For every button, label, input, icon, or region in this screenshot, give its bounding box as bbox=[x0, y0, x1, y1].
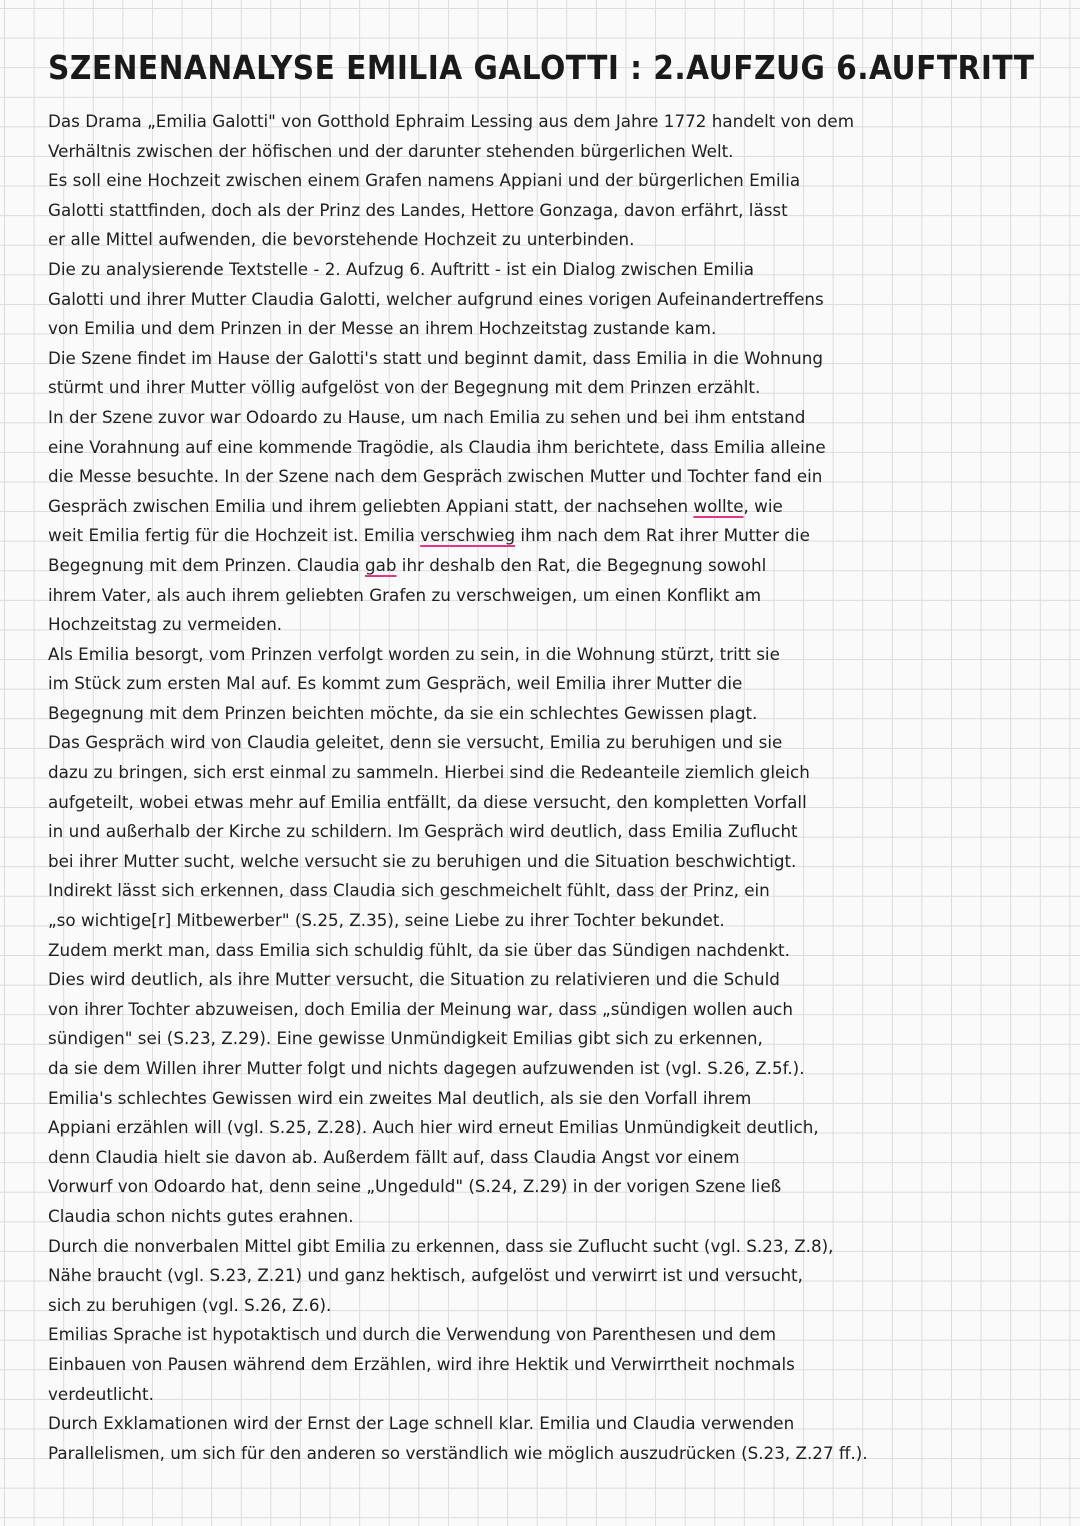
text-line: Verhältnis zwischen der höfischen und der darunter stehenden bürgerlichen Welt. bbox=[48, 141, 734, 162]
text-line: Gespräch zwischen Emilia und ihrem geliebten Appiani statt, der nachsehen wollte, wie bbox=[48, 496, 783, 517]
text-line: dazu zu bringen, sich erst einmal zu sammeln. Hierbei sind die Redeanteile ziemlich gleich bbox=[48, 763, 810, 784]
text-line: In der Szene zuvor war Odoardo zu Hause, um nach Emilia zu sehen und bei ihm entstand bbox=[48, 407, 806, 428]
text-line: Galotti und ihrer Mutter Claudia Galotti, welcher aufgrund eines vorigen Aufeinandertreffens bbox=[48, 289, 824, 310]
text-line: Emilia's schlechtes Gewissen wird ein zweites Mal deutlich, als sie den Vorfall ihrem bbox=[48, 1088, 752, 1109]
text-line: Dies wird deutlich, als ihre Mutter versucht, die Situation zu relativieren und die Schuld bbox=[48, 970, 780, 991]
text-line: Hochzeitstag zu vermeiden. bbox=[48, 615, 283, 636]
text-line: Galotti stattfinden, doch als der Prinz des Landes, Hettore Gonzaga, davon erfährt, lässt bbox=[48, 200, 788, 221]
text-line: Appiani erzählen will (vgl. S.25, Z.28). Auch hier wird erneut Emilias Unmündigkeit deutlich, bbox=[48, 1118, 819, 1139]
text-line: Durch die nonverbalen Mittel gibt Emilia zu erkennen, dass sie Zuflucht sucht (vgl. S.23, Z.8), bbox=[48, 1236, 834, 1257]
notebook-page bbox=[48, 46, 1048, 1469]
underlined-word: wollte bbox=[693, 496, 744, 517]
text-line: in und außerhalb der Kirche zu schildern. Im Gespräch wird deutlich, dass Emilia Zuflucht bbox=[48, 822, 798, 843]
text-line: „so wichtige[r] Mitbewerber" (S.25, Z.35), seine Liebe zu ihrer Tochter bekundet. bbox=[48, 911, 725, 932]
text-line: Durch Exklamationen wird der Ernst der Lage schnell klar. Emilia und Claudia verwenden bbox=[48, 1414, 795, 1435]
underlined-word: verschwieg bbox=[420, 526, 516, 547]
text-line: Das Gespräch wird von Claudia geleitet, denn sie versucht, Emilia zu beruhigen und sie bbox=[48, 733, 783, 754]
text-line: Als Emilia besorgt, vom Prinzen verfolgt worden zu sein, in die Wohnung stürzt, tritt sie bbox=[48, 644, 780, 665]
page-title: SZENENANALYSE EMILIA GALOTTI : 2.AUFZUG 6.AUFTRITT bbox=[48, 48, 1035, 87]
text-line: da sie dem Willen ihrer Mutter folgt und nichts dagegen aufzuwenden ist (vgl. S.26, Z.5f.). bbox=[48, 1059, 805, 1079]
text-line: Vorwurf von Odoardo hat, denn seine „Ungeduld" (S.24, Z.29) in der vorigen Szene ließ bbox=[48, 1177, 782, 1198]
text-line: Die Szene findet im Hause der Galotti's statt und beginnt damit, dass Emilia in die Wohnung bbox=[48, 348, 823, 369]
text-line: aufgeteilt, wobei etwas mehr auf Emilia entfällt, da diese versucht, den kompletten Vorfall bbox=[48, 792, 807, 813]
text-line: die Messe besuchte. In der Szene nach dem Gespräch zwischen Mutter und Tochter fand ein bbox=[48, 467, 823, 488]
text-line: Begegnung mit dem Prinzen. Claudia gab ihr deshalb den Rat, die Begegnung sowohl bbox=[48, 555, 767, 576]
text-line: er alle Mittel aufwenden, die bevorstehende Hochzeit zu unterbinden. bbox=[48, 230, 635, 251]
text-line: sich zu beruhigen (vgl. S.26, Z.6). bbox=[48, 1295, 332, 1316]
text-line: Das Drama „Emilia Galotti" von Gotthold Ephraim Lessing aus dem Jahre 1772 handelt von dem bbox=[48, 112, 855, 132]
text-line: Zudem merkt man, dass Emilia sich schuldig fühlt, da sie über das Sündigen nachdenkt. bbox=[48, 940, 790, 961]
text-line: stürmt und ihrer Mutter völlig aufgelöst von der Begegnung mit dem Prinzen erzählt. bbox=[48, 378, 761, 399]
text-line: Die zu analysierende Textstelle - 2. Aufzug 6. Auftritt - ist ein Dialog zwischen Emilia bbox=[48, 259, 755, 280]
text-line: Claudia schon nichts gutes erahnen. bbox=[48, 1206, 354, 1227]
text-line: sündigen" sei (S.23, Z.29). Eine gewisse Unmündigkeit Emilias gibt sich zu erkennen, bbox=[48, 1029, 763, 1050]
text-line: Begegnung mit dem Prinzen beichten möchte, da sie ein schlechtes Gewissen plagt. bbox=[48, 703, 758, 724]
text-line: ihrem Vater, als auch ihrem geliebten Grafen zu verschweigen, um einen Konflikt am bbox=[48, 585, 762, 606]
underlined-word: gab bbox=[364, 555, 397, 576]
text-line: weit Emilia fertig für die Hochzeit ist. Emilia verschwieg ihm nach dem Rat ihrer Mutter die bbox=[48, 526, 810, 547]
analysis-text bbox=[48, 108, 1048, 1469]
text-line: im Stück zum ersten Mal auf. Es kommt zum Gespräch, weil Emilia ihrer Mutter die bbox=[48, 674, 743, 695]
text-line: bei ihrer Mutter sucht, welche versucht sie zu beruhigen und die Situation beschwichtigt. bbox=[48, 851, 797, 872]
text-line: Parallelismen, um sich für den anderen so verständlich wie möglich auszudrücken (S.23, Z.27 ff.). bbox=[48, 1443, 868, 1464]
text-line: von Emilia und dem Prinzen in der Messe an ihrem Hochzeitstag zustande kam. bbox=[48, 319, 717, 340]
text-line: Nähe braucht (vgl. S.23, Z.21) und ganz hektisch, aufgelöst und verwirrt ist und versucht, bbox=[48, 1266, 803, 1287]
text-line: denn Claudia hielt sie davon ab. Außerdem fällt auf, dass Claudia Angst vor einem bbox=[48, 1147, 740, 1168]
text-line: Einbauen von Pausen während dem Erzählen, wird ihre Hektik und Verwirrtheit nochmals bbox=[48, 1354, 795, 1375]
text-line: Es soll eine Hochzeit zwischen einem Grafen namens Appiani und der bürgerlichen Emilia bbox=[48, 171, 801, 192]
text-line: Indirekt lässt sich erkennen, dass Claudia sich geschmeichelt fühlt, dass der Prinz, ein bbox=[48, 881, 770, 902]
text-line: verdeutlicht. bbox=[48, 1384, 154, 1405]
text-line: eine Vorahnung auf eine kommende Tragödie, als Claudia ihm berichtete, dass Emilia alleine bbox=[48, 437, 826, 458]
text-line: von ihrer Tochter abzuweisen, doch Emilia der Meinung war, dass „sündigen wollen auch bbox=[48, 999, 794, 1020]
text-line: Emilias Sprache ist hypotaktisch und durch die Verwendung von Parenthesen und dem bbox=[48, 1325, 777, 1346]
